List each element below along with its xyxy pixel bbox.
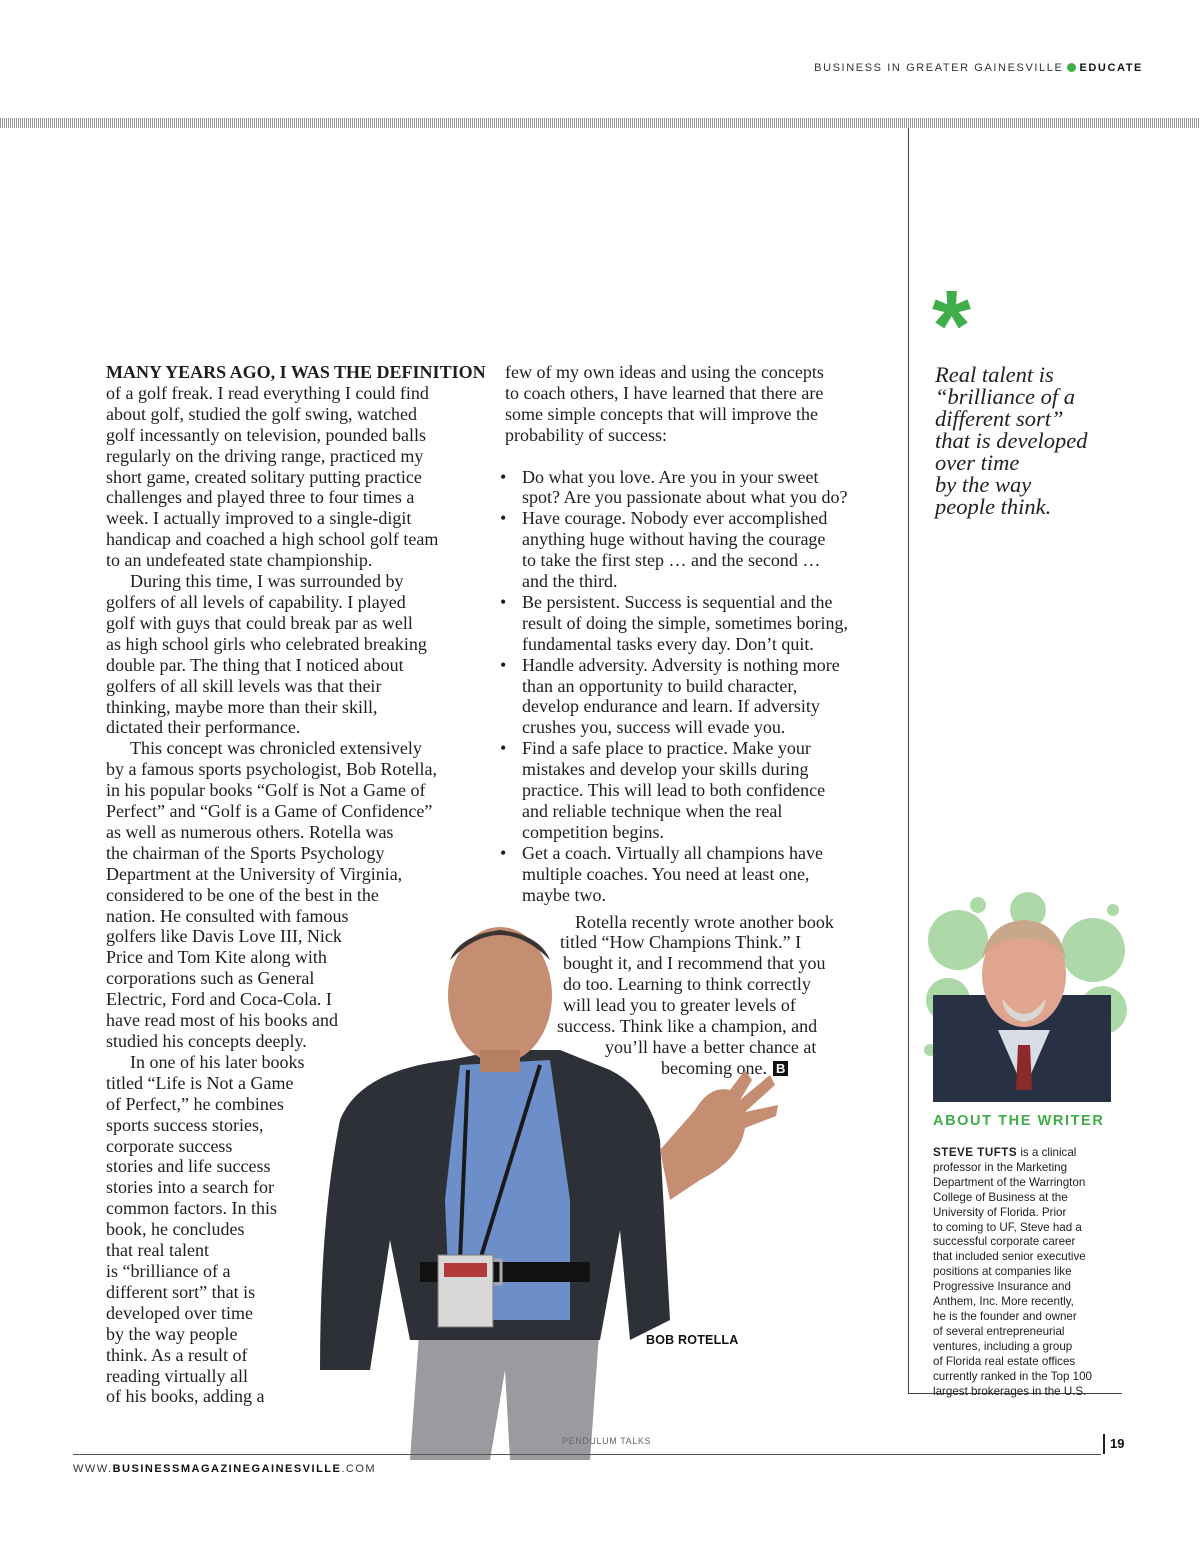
page-number: 19 [1110, 1436, 1125, 1451]
bio-line: successful corporate career [933, 1235, 1076, 1249]
article-line: Rotella recently wrote another book [575, 911, 834, 932]
tip-item [500, 508, 890, 592]
tip-line: practice. This will lead to both confidence [522, 780, 826, 801]
tip-item [500, 654, 890, 739]
article-line: Electric, Ford and Coca-Cola. I [106, 989, 332, 1010]
running-header [814, 62, 1143, 74]
article-line: will lead you to greater levels of [563, 995, 796, 1016]
article-lead-in: MANY YEARS AGO, I WAS THE DEFINITION [106, 362, 486, 382]
tip-line: and the third. [522, 571, 618, 592]
article-line: developed over time [106, 1302, 253, 1323]
article-line: that real talent [106, 1240, 209, 1261]
pull-quote-line: Real talent is [935, 362, 1054, 387]
article-line: titled “How Champions Think.” I [560, 932, 802, 953]
tip-item [500, 591, 890, 655]
bullet-icon: • [500, 738, 507, 759]
bullet-icon: • [500, 466, 507, 487]
tip-line: anything huge without having the courage [522, 529, 826, 550]
url-prefix: WWW. [73, 1463, 113, 1475]
photo-caption: BOB ROTELLA [646, 1333, 739, 1347]
article-line: golfers like Davis Love III, Nick [106, 926, 342, 947]
asterisk-icon: * [932, 270, 971, 382]
tip-line: Find a safe place to practice. Make your [522, 738, 811, 759]
article-right-intro [505, 362, 890, 446]
bio-line: ventures, including a group [933, 1339, 1073, 1353]
article-line: challenges and played three to four times a [106, 487, 415, 508]
tip-line: fundamental tasks every day. Don’t quit. [522, 633, 814, 654]
article-line: to coach others, I have learned that there are [505, 382, 824, 403]
article-line: success. Think like a champion, and [557, 1016, 818, 1037]
header-band [0, 118, 1200, 128]
article-line: golfers of all skill levels was that their [106, 675, 382, 696]
about-writer-bio [933, 1146, 1118, 1399]
tip-item [500, 842, 890, 906]
article-line: corporate success [106, 1135, 233, 1156]
pull-quote-line: that is developed [935, 428, 1088, 453]
bio-line: he is the founder and owner [933, 1309, 1077, 1323]
bullet-icon: • [500, 654, 507, 675]
tip-line: and reliable technique when the real [522, 801, 783, 822]
article-line: in his popular books “Golf is Not a Game of [106, 780, 426, 801]
pull-quote-line: different sort” [935, 406, 1064, 431]
tip-line: Have courage. Nobody ever accomplished [522, 508, 828, 529]
article-line: sports success stories, [106, 1114, 264, 1135]
article-line: golf with guys that could break par as well [106, 612, 413, 633]
article-line: common factors. In this [106, 1198, 277, 1219]
bob-rotella-photo [300, 900, 820, 1460]
article-line: some simple concepts that will improve the [505, 403, 818, 424]
article-line: few of my own ideas and using the concepts [505, 362, 824, 382]
article-line: This concept was chronicled extensively [130, 738, 422, 759]
bio-line: Anthem, Inc. More recently, [933, 1295, 1074, 1309]
bio-line: Department of the Warrington [933, 1175, 1086, 1189]
bio-text: is a clinical [1017, 1146, 1077, 1159]
article-line: the chairman of the Sports Psychology [106, 842, 385, 863]
article-line: During this time, I was surrounded by [130, 571, 404, 592]
article-line: by the way people [106, 1323, 238, 1344]
pull-quote [935, 364, 1125, 518]
tip-line: Do what you love. Are you in your sweet [522, 466, 819, 487]
bullet-icon: • [500, 508, 507, 529]
bio-line: to coming to UF, Steve had a [933, 1220, 1082, 1234]
steve-tufts-photo [918, 880, 1130, 1102]
article-line: golf incessantly on television, pounded balls [106, 424, 426, 445]
publication-name: BUSINESS IN GREATER GAINESVILLE [814, 62, 1064, 74]
tip-line: crushes you, success will evade you. [522, 717, 786, 738]
end-mark-icon: B [773, 1061, 788, 1076]
tip-line: develop endurance and learn. If adversity [522, 696, 820, 717]
article-line: handicap and coached a high school golf team [106, 529, 439, 550]
article-line: of Perfect,” he combines [106, 1093, 284, 1114]
article-line: regularly on the driving range, practiced my [106, 445, 424, 466]
photo-credit: PENDULUM TALKS [562, 1436, 652, 1446]
article-line: to an undefeated state championship. [106, 550, 373, 571]
writer-name: STEVE TUFTS [933, 1146, 1018, 1159]
article-line: think. As a result of [106, 1344, 248, 1365]
tips-list [500, 466, 890, 906]
article-line: short game, created solitary putting practice [106, 466, 422, 487]
tip-line: mistakes and develop your skills during [522, 759, 809, 780]
article-line: you’ll have a better chance at [605, 1036, 817, 1057]
article-line: different sort” that is [106, 1281, 256, 1302]
tip-line: competition begins. [522, 821, 664, 842]
section-name: EDUCATE [1079, 62, 1143, 74]
bullet-icon: • [500, 842, 507, 863]
article-line: of a golf freak. I read everything I could find [106, 382, 429, 403]
tip-line: Be persistent. Success is sequential and the [522, 591, 833, 612]
about-writer-heading: ABOUT THE WRITER [933, 1113, 1105, 1129]
bio-line: College of Business at the [933, 1190, 1068, 1204]
article-line: nation. He consulted with famous [106, 905, 349, 926]
article-line: double par. The thing that I noticed about [106, 654, 404, 675]
article-line: do too. Learning to think correctly [563, 974, 811, 995]
tip-line: Get a coach. Virtually all champions have [522, 842, 823, 863]
article-line: by a famous sports psychologist, Bob Rotella, [106, 759, 437, 780]
article-line: probability of success: [505, 424, 667, 445]
tip-line: than an opportunity to build character, [522, 675, 798, 696]
article-line: book, he concludes [106, 1219, 245, 1240]
tip-line: result of doing the simple, sometimes boring, [522, 612, 848, 633]
article-line: stories and life success [106, 1156, 271, 1177]
bio-line: of Florida real estate offices [933, 1354, 1076, 1368]
article-line: is “brilliance of a [106, 1260, 231, 1281]
article-line: considered to be one of the best in the [106, 884, 379, 905]
bio-line: largest brokerages in the U.S. [933, 1384, 1087, 1398]
footer-url[interactable] [73, 1463, 376, 1475]
article-line: Price and Tom Kite along with [106, 947, 327, 968]
article-line: about golf, studied the golf swing, watched [106, 403, 417, 424]
bio-line: professor in the Marketing [933, 1160, 1068, 1174]
page-number-tick [1103, 1434, 1105, 1454]
bio-line: University of Florida. Prior [933, 1205, 1067, 1219]
article-line: week. I actually improved to a single-digit [106, 508, 412, 529]
article-line: corporations such as General [106, 968, 315, 989]
bio-line: of several entrepreneurial [933, 1324, 1065, 1338]
pull-quote-line: people think. [935, 494, 1052, 519]
section-dot-icon [1067, 63, 1076, 72]
article-line: as well as numerous others. Rotella was [106, 821, 394, 842]
article-line: reading virtually all [106, 1365, 248, 1386]
bio-line [933, 1146, 1118, 1161]
article-line: studied his concepts deeply. [106, 1031, 307, 1051]
tip-line: maybe two. [522, 884, 606, 905]
article-line: Department at the University of Virginia, [106, 863, 403, 884]
bio-line: that included senior executive [933, 1250, 1086, 1264]
tip-line: multiple coaches. You need at least one, [522, 863, 810, 884]
article-line: In one of his later books [130, 1051, 305, 1072]
tip-line: spot? Are you passionate about what you do? [522, 487, 848, 508]
article-line: have read most of his books and [106, 1010, 338, 1031]
tip-item [500, 466, 890, 509]
bullet-icon: • [500, 591, 507, 612]
tip-line: Handle adversity. Adversity is nothing more [522, 654, 840, 675]
url-suffix: .COM [341, 1463, 377, 1475]
bio-line: currently ranked in the Top 100 [933, 1369, 1092, 1383]
footer-rule [73, 1454, 1101, 1455]
url-domain: BUSINESSMAGAZINEGAINESVILLE [112, 1463, 342, 1475]
pull-quote-line: by the way [935, 472, 1032, 497]
article-line: bought it, and I recommend that you [563, 953, 826, 974]
article-line: titled “Life is Not a Game [106, 1072, 294, 1093]
article-line: of his books, adding a [106, 1386, 265, 1407]
tip-line: to take the first step … and the second … [522, 550, 821, 571]
article-line: thinking, maybe more than their skill, [106, 696, 378, 717]
tip-item [500, 738, 890, 843]
pull-quote-line: “brilliance of a [935, 384, 1075, 409]
article-line: as high school girls who celebrated breaking [106, 633, 427, 654]
sidebar-divider [908, 128, 909, 1393]
bio-line: Progressive Insurance and [933, 1280, 1071, 1294]
article-line: Perfect” and “Golf is a Game of Confidence” [106, 801, 433, 822]
bio-line: positions at companies like [933, 1265, 1072, 1279]
article-line: dictated their performance. [106, 717, 301, 738]
article-line: golfers of all levels of capability. I played [106, 591, 406, 612]
pull-quote-line: over time [935, 450, 1020, 475]
article-line: becoming one. B [505, 1058, 890, 1079]
article-line: stories into a search for [106, 1177, 274, 1198]
